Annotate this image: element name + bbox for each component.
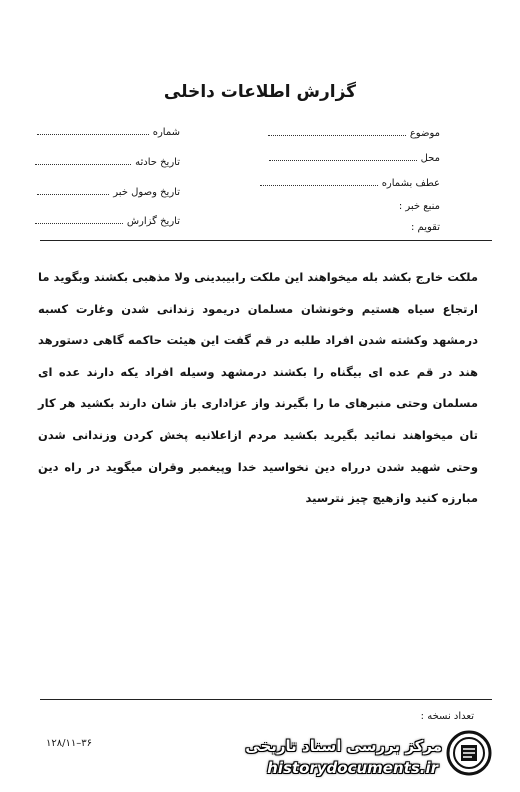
- field-location: [269, 153, 440, 164]
- field-report-date-line: [35, 223, 123, 224]
- field-incident-date-line: [35, 164, 131, 165]
- copies-label: تعداد نسخه :: [420, 711, 474, 722]
- field-report-date: [35, 216, 180, 227]
- footer-divider: [40, 699, 492, 700]
- field-reference: [260, 178, 440, 189]
- field-subject-label: موضوع: [409, 128, 440, 139]
- page-title: گزارش اطلاعات داخلی: [163, 82, 357, 102]
- field-received-date: [37, 187, 180, 198]
- field-incident-date-label: تاریخ حادثه: [135, 157, 180, 168]
- document-number: ۳۶–۱۲۸/۱۱: [46, 738, 92, 749]
- field-reference-line: [260, 185, 378, 186]
- field-number-line: [37, 134, 149, 135]
- field-number-label: شماره: [152, 127, 180, 138]
- field-received-date-label: تاریخ وصول خبر: [113, 187, 180, 198]
- watermark-name: مرکز بررسی اسناد تاریخی: [245, 737, 442, 755]
- field-evaluation: [411, 222, 440, 233]
- field-location-label: محل: [420, 153, 440, 164]
- field-incident-date: [35, 157, 180, 168]
- field-report-date-label: تاریخ گزارش: [126, 216, 180, 227]
- field-reference-label: عطف بشماره: [381, 178, 440, 189]
- field-received-date-line: [37, 194, 109, 195]
- field-source-label: منبع خبر :: [398, 201, 440, 212]
- field-location-line: [269, 160, 417, 161]
- field-source: [399, 201, 440, 212]
- header-divider: [40, 240, 492, 241]
- field-subject: [268, 128, 440, 139]
- archive-seal-icon: [446, 730, 492, 776]
- watermark-url[interactable]: historydocuments.ir: [267, 759, 438, 777]
- report-body: ملکت خارج بکشد بله میخواهند این ملکت رابیبدینی ولا مذهبی بکشند وبگوید ما ارتجاع سیاه هستیم وخونشان مسلمان دریمود زندانی شدن وغارت کسبه درمشهد وکشته شدن افراد طلبه در قم گفت این هیئت حاکمه گاهی دستورهد هند در قم عده ای بیگناه را بکشند درمشهد وسیله افراد یکه دارند عده ای مسلمان وحتی منبرهای ما را بگیرند واز عزاداری باز شان دارند بکشید هر کار تان میخواهند نمائید بگیرید بکشید مردم ازاعلانیه پخش کردن وزندانی شدن وحتی شهید شدن درراه دین نخواسید خدا وپیغمبر وقران میگوید در راه دین مبارزه کنید وازهیچ چیز نترسید: [38, 270, 478, 506]
- field-subject-line: [268, 135, 406, 136]
- field-evaluation-label: تقویم :: [411, 222, 440, 233]
- field-number: [37, 127, 180, 138]
